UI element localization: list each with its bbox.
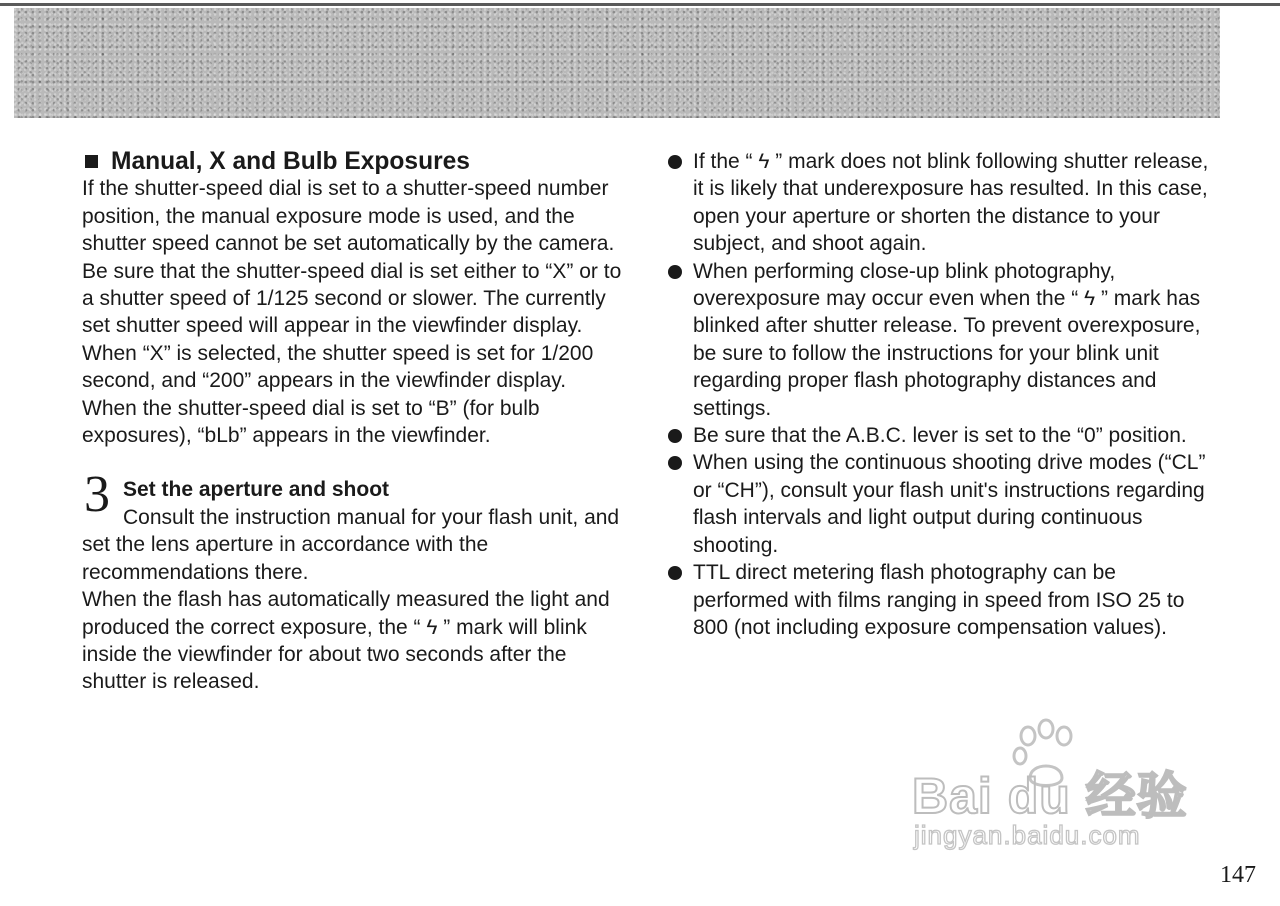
top-rule (0, 3, 1280, 6)
header-band (14, 8, 1220, 118)
list-item (668, 148, 1213, 258)
paw-icon (1008, 718, 1082, 792)
bullet-dot-icon (668, 155, 682, 169)
right-column (668, 148, 1213, 641)
list-item (668, 449, 1213, 559)
bullet-dot-icon (668, 265, 682, 279)
section-heading-text: Manual, X and Bulb Exposures (111, 148, 470, 175)
bullet-dot-icon (668, 429, 682, 443)
watermark-logo: Bai du 经验 (912, 768, 1188, 824)
page-number: 147 (1220, 862, 1256, 888)
watermark-url: jingyan.baidu.com (914, 820, 1141, 850)
section-heading (82, 148, 622, 175)
list-item-text: If the “ ϟ ” mark does not blink following shutter release, it is likely that underexposure has resulted. In this case, open your aperture or shorten the distance to your subject, and shoot again. (693, 150, 1209, 256)
step-number: 3 (84, 466, 110, 524)
list-item-text: When performing close-up blink photography, overexposure may occur even when the “ ϟ ” mark has blinked after shutter release. To prevent overexposure, be sure to follow the instructions for your blink unit regarding proper flash photography distances and settings. (693, 259, 1201, 420)
paragraph-2: When “X” is selected, the shutter speed is set for 1/200 second, and “200” appears in the viewfinder display. When the shutter-speed dial is set to “B” (for bulb exposures), “bLb” appears in the viewfinder. (82, 341, 594, 448)
square-bullet-icon (85, 155, 98, 168)
step-text-2: When the flash has automatically measured the light and produced the correct exposure, the “ ϟ ” mark will blink inside the viewfinder for about two seconds after the shutter is released. (82, 588, 610, 694)
step-text-body: Consult the instruction manual for your flash unit, and set the lens aperture in accordance with the recommendations there. (82, 505, 620, 584)
list-item-text: Be sure that the A.B.C. lever is set to the “0” position. (693, 424, 1187, 448)
bullet-dot-icon (668, 566, 682, 580)
step-3 (82, 466, 622, 695)
list-item (668, 258, 1213, 422)
baidu-watermark (904, 712, 1204, 862)
step-text (82, 504, 622, 586)
list-item (668, 422, 1213, 449)
left-column (82, 148, 622, 696)
paragraph-1: If the shutter-speed dial is set to a shutter-speed number position, the manual exposure mode is used, and the shutter speed cannot be set automatically by the camera. Be sure that the shutter-speed dial is set either to “X” or to a shutter speed of 1/125 second or slower. The currently set shutter speed will appear in the viewfinder display. (82, 177, 622, 338)
step-title: Set the aperture and shoot (123, 478, 390, 502)
list-item-text: TTL direct metering flash photography can be performed with films ranging in speed from ISO 25 to 800 (not including exposure compensation values). (693, 561, 1185, 639)
list-item-text: When using the continuous shooting drive modes (“CL” or “CH”), consult your flash unit's instructions regarding flash intervals and light output during continuous shooting. (693, 451, 1206, 557)
bullet-dot-icon (668, 456, 682, 470)
list-item (668, 559, 1213, 641)
bullet-list (668, 148, 1213, 641)
